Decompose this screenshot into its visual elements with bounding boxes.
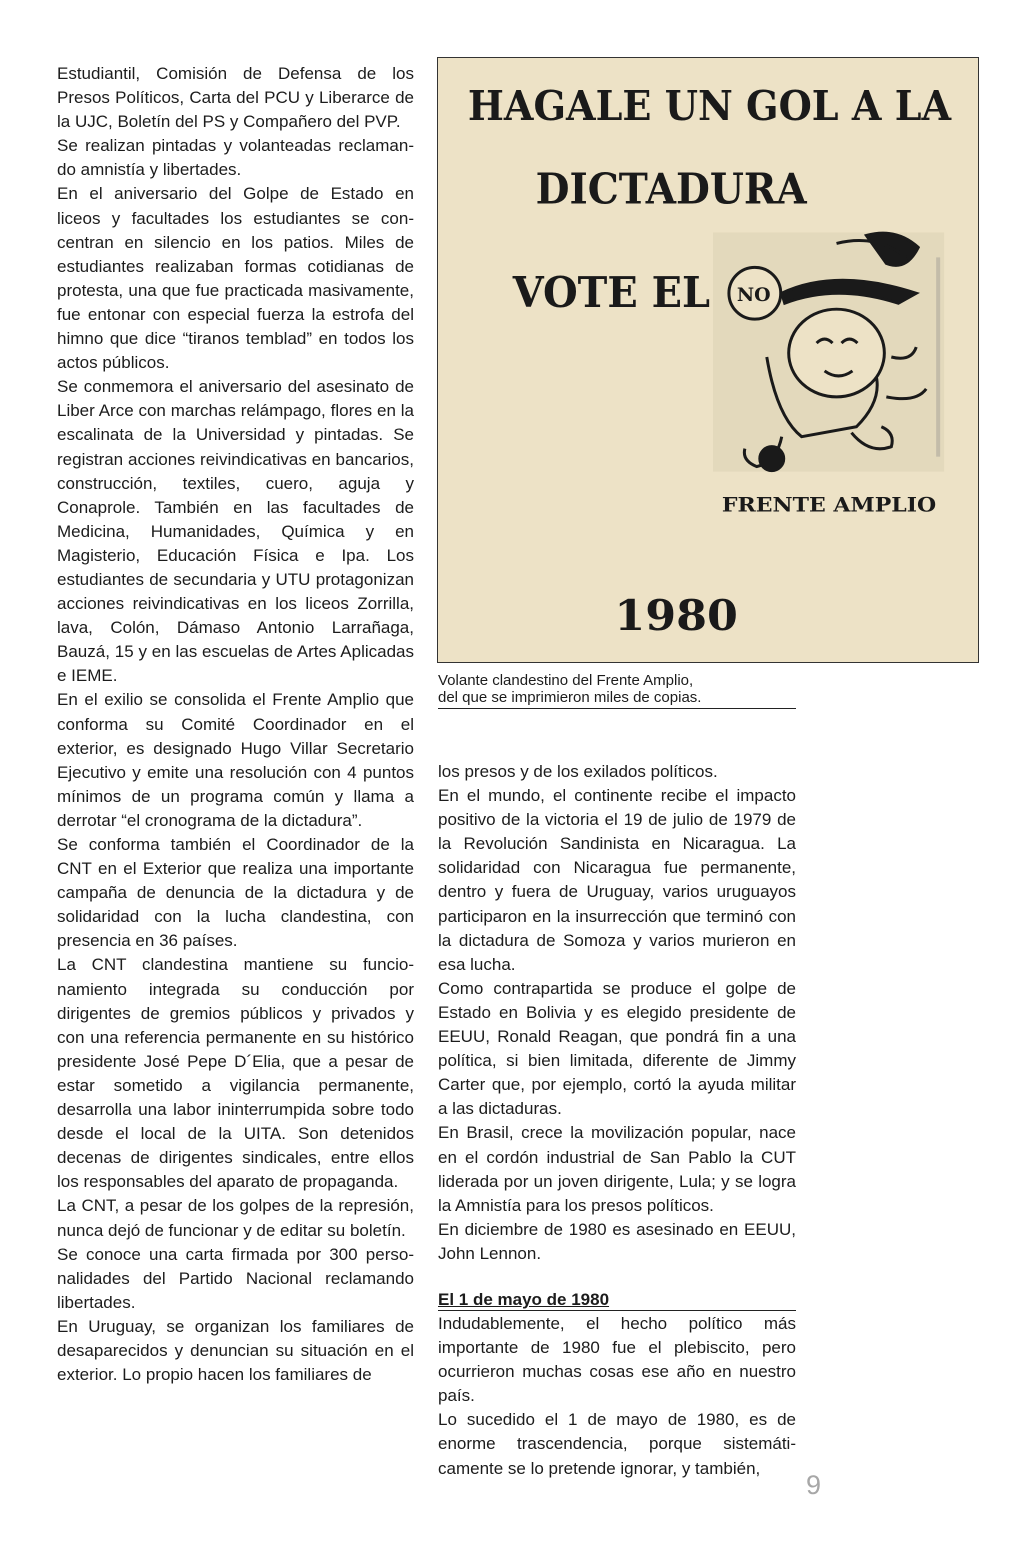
gaucho-mascot-drawing bbox=[713, 232, 944, 471]
left-text-column bbox=[57, 62, 414, 1387]
figure-caption bbox=[438, 672, 796, 709]
flyer-year: 1980 bbox=[614, 591, 738, 640]
right-text-column bbox=[438, 760, 796, 1266]
caption-line: del que se imprimieron miles de copias. bbox=[438, 689, 702, 706]
paragraph: En Brasil, crece la movilización popular, nace en el cordón industrial de San Pablo la CUT liderada por un joven dirigente, Lula; y se logra la Amnistía para los presos políticos. bbox=[438, 1123, 796, 1215]
paragraph: Se conforma también el Coordinador de la CNT en el Exterior que realiza una importante campaña de denuncia de la dictadura y de solidaridad con la lucha clandestina, con presencia en 36 países. bbox=[57, 835, 414, 951]
caption-line: Volante clandestino del Frente Amplio, bbox=[438, 672, 694, 689]
flyer-headline-1: HAGALE UN GOL A LA bbox=[467, 81, 953, 130]
paragraph: Indudablemente, el hecho político más importante de 1980 fue el plebiscito, pero ocurrieron muchas cosas ese año en nuestro país. bbox=[438, 1314, 796, 1406]
section-text-column bbox=[438, 1312, 796, 1481]
paragraph: Lo sucedido el 1 de mayo de 1980, es de enorme trascendencia, porque sistemáticamente se lo pretende ignorar, y también, bbox=[438, 1410, 796, 1478]
flyer-headline-2: DICTADURA bbox=[535, 164, 808, 214]
section-heading bbox=[438, 1290, 796, 1311]
paragraph: La CNT, a pesar de los golpes de la represión, nunca dejó de funcionar y de editar su boletín. bbox=[57, 1196, 414, 1240]
flyer-headline-3: VOTE EL bbox=[511, 268, 710, 318]
paragraph: En diciembre de 1980 es asesinado en EEUU, John Lennon. bbox=[438, 1219, 796, 1263]
flyer-signature: FRENTE AMPLIO bbox=[721, 492, 937, 517]
paragraph: Se realizan pintadas y volanteadas reclamando amnistía y libertades. bbox=[57, 136, 414, 180]
paragraph: En Uruguay, se organizan los familiares de desaparecidos y denuncian su situación en el exterior. Lo propio hacen los familiares de bbox=[57, 1316, 414, 1385]
paragraph: En el mundo, el continente recibe el impacto positivo de la victoria el 19 de julio de 1979 de la Revolución Sandinista en Nicaragua. La solidaridad con Nicaragua fue permanente, dentro y fuera de Uruguay, varios uruguayos participaron en la insurrección que terminó con la dictadura de Somoza y varios murieron en esa lucha. bbox=[438, 786, 796, 974]
paragraph: En el exilio se consolida el Frente Amplio que conforma su Comité Coordinador en el exterior, es designado Hugo Villar Secretario Ejecutivo y emite una resolución con 4 puntos mínimos de un programa común y llama a derrotar “el cronograma de la dictadura”. bbox=[57, 690, 414, 830]
paragraph: Como contrapartida se produce el golpe de Estado en Bolivia y es elegido presidente de EEUU, Ronald Reagan, que pondrá fin a una política, si bien limitada, diferente de Jimmy Carter que, por ejemplo, cortó la ayuda militar a las dictaduras. bbox=[438, 978, 796, 1119]
paragraph: Estudiantil, Comisión de Defensa de los Presos Políticos, Carta del PCU y Liberarce de la UJC, Boletín del PS y Compañero del PVP. bbox=[57, 64, 414, 132]
paragraph: La CNT clandestina mantiene su funcionamiento integrada su conducción por dirigentes de gremios públicos y privados y con una referencia permanente en su histórico presidente José Pepe D´Elia, que a pesar de estar sometido a vigilancia permanente, desarrolla una labor ininterrumpida sobre todo desde el local de la UITA. Son detenidos decenas de dirigentes sindicales, entre ellos los responsables del aparato de propaganda. bbox=[57, 955, 414, 1192]
page-number: 9 bbox=[806, 1470, 822, 1500]
paragraph: Se conmemora el aniversario del asesinato de Liber Arce con marchas relámpago, flores en la escalinata de la Universidad y pintadas. Se registran acciones reivindicativas en bancarios, construcción, textiles, cuero, aguja y Conaprole. También en las facultades de Medicina, Humanidades, Química y en Magisterio, Educación Física e Ipa. Los estudiantes de secundaria y UTU protagonizan acciones reivindicativas en los liceos Zorrilla, lava, Colón, Dámaso Antonio Larrañaga, Bauzá, 15 y en las escuelas de Artes Aplicadas e IEME. bbox=[57, 377, 414, 686]
paragraph: En el aniversario del Golpe de Estado en liceos y facultades los estudiantes se concentran en silencio en los patios. Miles de estudiantes realizaban formas cotidianas de protesta, una que fue practicada masivamente, fue entonar con especial fuerza la estrofa del himno que dice “tiranos temblad” en todos los actos públicos. bbox=[57, 184, 414, 373]
paragraph: Se conoce una carta firmada por 300 personalidades del Partido Nacional reclamando libertades. bbox=[57, 1244, 414, 1312]
flyer-image bbox=[437, 57, 979, 663]
section-heading-text: El 1 de mayo de 1980 bbox=[438, 1290, 610, 1309]
flyer-illustration bbox=[438, 58, 978, 662]
paragraph: los presos y de los exilados políticos. bbox=[438, 762, 718, 781]
no-mark: NO bbox=[736, 284, 771, 307]
